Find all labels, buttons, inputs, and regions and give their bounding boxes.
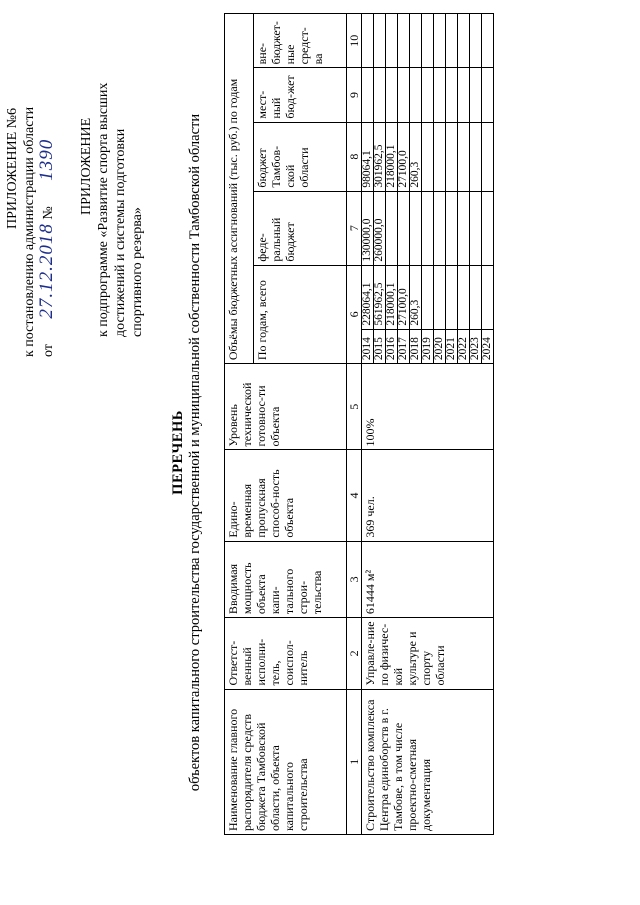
total-cell — [458, 265, 470, 329]
header-row-1 — [225, 14, 254, 835]
total-cell: 27100,0 — [398, 265, 410, 329]
col-num: 5 — [347, 364, 362, 450]
appendix-6-block — [4, 17, 57, 357]
appendix-6-decree-line: к постановлению администрации области — [22, 106, 37, 357]
local-cell — [470, 68, 482, 122]
total-cell: 260,3 — [410, 265, 422, 329]
federal-cell — [386, 191, 398, 265]
list-title-main: ПЕРЕЧЕНЬ — [170, 410, 186, 495]
handwritten-date: 27.12.2018 — [36, 223, 57, 319]
col-num: 4 — [347, 450, 362, 541]
handwritten-number: 1390 — [36, 138, 57, 181]
year-rows — [362, 14, 494, 835]
extra-cell — [398, 14, 410, 68]
header-federal: феде-ральный бюджет — [254, 191, 347, 265]
year-cell: 2014 — [362, 329, 374, 364]
number-prefix: № — [41, 206, 56, 220]
total-cell — [422, 265, 434, 329]
header-regional: бюджет Тамбов-ской области — [254, 122, 347, 191]
regional-cell — [470, 122, 482, 191]
header-readiness: Уровень технической готовнос-ти объекта — [225, 364, 347, 450]
list-title — [170, 0, 204, 905]
local-cell — [458, 68, 470, 122]
local-cell — [386, 68, 398, 122]
appendix-program-title: ПРИЛОЖЕНИЕ — [79, 117, 94, 215]
year-cell: 2022 — [458, 329, 470, 364]
regional-cell: 218000,1 — [386, 122, 398, 191]
header-volumes-group: Объёмы бюджетных ассигнований (тыс. руб.) по годам — [225, 14, 254, 364]
local-cell — [410, 68, 422, 122]
appendix-6-title: ПРИЛОЖЕНИЕ №6 — [5, 108, 20, 229]
object-name: Строительство комплекса Центра единоборств в г. Тамбове, в том числе проектно-сметная документация — [362, 689, 494, 834]
regional-cell — [458, 122, 470, 191]
col-num: 6 — [347, 265, 362, 364]
total-cell — [470, 265, 482, 329]
federal-cell — [398, 191, 410, 265]
header-name: Наименование главного распорядителя средств бюджета Тамбовской области, объекта капитального строительства — [225, 689, 347, 834]
extra-cell — [374, 14, 386, 68]
local-cell — [374, 68, 386, 122]
appendix-program-line-1: к подпрограмме «Развитие спорта высших — [96, 82, 111, 337]
federal-cell — [446, 191, 458, 265]
object-throughput: 369 чел. — [362, 450, 494, 541]
regional-cell — [422, 122, 434, 191]
extra-cell — [446, 14, 458, 68]
total-cell: 228064,1 — [362, 265, 374, 329]
year-cell: 2020 — [434, 329, 446, 364]
table-row — [362, 14, 374, 835]
federal-cell — [422, 191, 434, 265]
local-cell — [398, 68, 410, 122]
extra-cell — [434, 14, 446, 68]
header-total: По годам, всего — [254, 265, 347, 364]
total-cell — [482, 265, 494, 329]
regional-cell — [482, 122, 494, 191]
extra-cell — [362, 14, 374, 68]
local-cell — [434, 68, 446, 122]
object-executor: Управле-ние по физичес-кой культуре и спорту области — [362, 618, 494, 689]
total-cell: 218000,1 — [386, 265, 398, 329]
local-cell — [446, 68, 458, 122]
object-readiness: 100% — [362, 364, 494, 450]
col-num: 7 — [347, 191, 362, 265]
col-num: 2 — [347, 618, 362, 689]
col-num: 9 — [347, 68, 362, 122]
year-cell: 2024 — [482, 329, 494, 364]
federal-cell: 130000,0 — [362, 191, 374, 265]
header-executor: Ответст-венный исполни-тель, соиспол-нитель — [225, 618, 347, 689]
regional-cell — [446, 122, 458, 191]
col-num: 3 — [347, 541, 362, 617]
header-local: мест-ный бюд-жет — [254, 68, 347, 122]
extra-cell — [482, 14, 494, 68]
federal-cell — [410, 191, 422, 265]
local-cell — [482, 68, 494, 122]
extra-cell — [458, 14, 470, 68]
column-number-row — [347, 14, 362, 835]
year-cell: 2018 — [410, 329, 422, 364]
extra-cell — [410, 14, 422, 68]
header-extra: вне-бюджет-ные средст-ва — [254, 14, 347, 68]
regional-cell: 27100,0 — [398, 122, 410, 191]
object-capacity: 61444 м² — [362, 541, 494, 617]
regional-cell: 98064,1 — [362, 122, 374, 191]
appendix-program-line-3: спортивного резерва» — [130, 207, 145, 337]
total-cell: 561962,5 — [374, 265, 386, 329]
appendix-program-block — [78, 19, 146, 337]
appendix-6-date-line — [38, 17, 57, 357]
header-throughput: Едино-временная пропускная способ-ность объекта — [225, 450, 347, 541]
federal-cell — [458, 191, 470, 265]
year-cell: 2015 — [374, 329, 386, 364]
year-cell: 2023 — [470, 329, 482, 364]
extra-cell — [470, 14, 482, 68]
federal-cell — [482, 191, 494, 265]
regional-cell: 260,3 — [410, 122, 422, 191]
extra-cell — [386, 14, 398, 68]
regional-cell — [434, 122, 446, 191]
total-cell — [446, 265, 458, 329]
extra-cell — [422, 14, 434, 68]
col-num: 8 — [347, 122, 362, 191]
col-num: 10 — [347, 14, 362, 68]
year-cell: 2017 — [398, 329, 410, 364]
header-capacity: Вводимая мощность объекта капи-тального строи-тельства — [225, 541, 347, 617]
federal-cell — [434, 191, 446, 265]
list-title-subtitle: объектов капитального строительства государственной и муниципальной собственности Тамбовской области — [187, 113, 203, 792]
federal-cell — [470, 191, 482, 265]
year-cell: 2016 — [386, 329, 398, 364]
local-cell — [422, 68, 434, 122]
col-num: 1 — [347, 689, 362, 834]
local-cell — [362, 68, 374, 122]
total-cell — [434, 265, 446, 329]
federal-cell: 260000,0 — [374, 191, 386, 265]
year-cell: 2021 — [446, 329, 458, 364]
year-cell: 2019 — [422, 329, 434, 364]
construction-objects-table — [224, 13, 494, 835]
date-prefix: от — [41, 344, 56, 357]
regional-cell: 301962,5 — [374, 122, 386, 191]
appendix-program-line-2: достижений и системы подготовки — [113, 128, 128, 337]
